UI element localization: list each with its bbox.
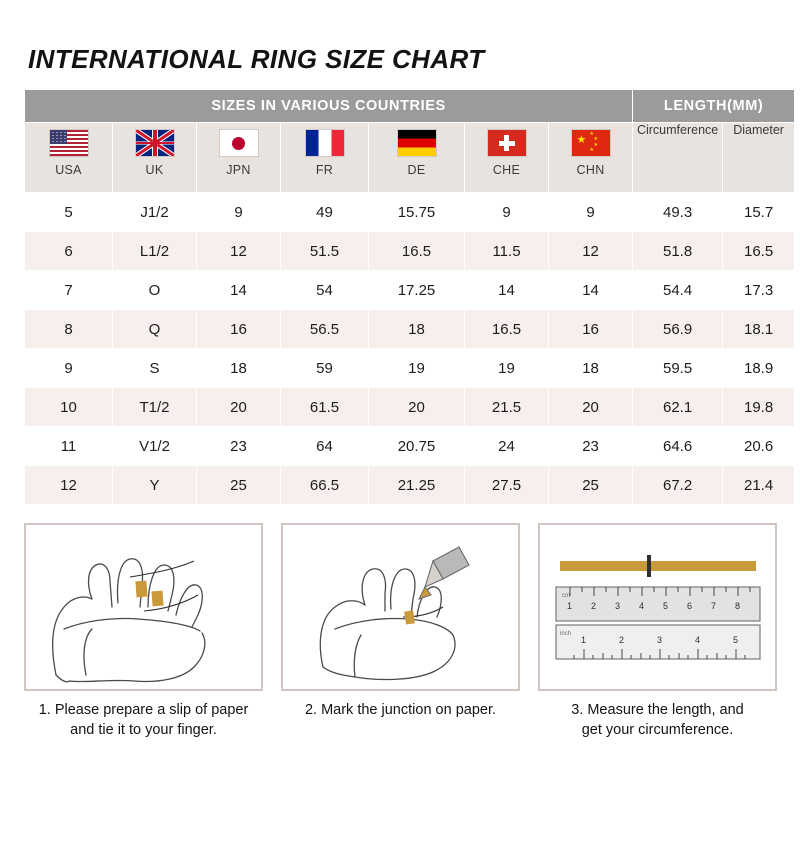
cell-diameter: 18.1	[723, 310, 795, 349]
svg-text:4: 4	[639, 601, 645, 611]
cell-chn: 25	[549, 466, 633, 505]
column-header-diameter: Diameter	[723, 123, 795, 193]
cell-diameter: 21.4	[723, 466, 795, 505]
column-header-fr	[281, 123, 369, 193]
cell-usa: 9	[25, 349, 113, 388]
cell-che: 11.5	[465, 232, 549, 271]
cell-jpn: 14	[197, 271, 281, 310]
cell-de: 19	[369, 349, 465, 388]
svg-text:4: 4	[695, 635, 701, 645]
table-row	[25, 349, 795, 388]
cell-diameter: 18.9	[723, 349, 795, 388]
step-2-frame	[281, 523, 520, 691]
step-3-caption-line2: get your circumference.	[581, 721, 734, 738]
cell-fr: 64	[281, 427, 369, 466]
flag-uk-icon	[135, 129, 175, 157]
step-2-caption-line1: 2. Mark the junction on paper.	[304, 702, 497, 718]
cell-circumference: 49.3	[633, 193, 723, 232]
hand-with-paper-strip-illustration	[26, 525, 261, 689]
cell-fr: 61.5	[281, 388, 369, 427]
column-header-chn	[549, 123, 633, 193]
cell-jpn: 18	[197, 349, 281, 388]
cell-circumference: 64.6	[633, 427, 723, 466]
cell-de: 20.75	[369, 427, 465, 466]
cell-de: 21.25	[369, 466, 465, 505]
step-3	[538, 523, 777, 740]
cell-diameter: 16.5	[723, 232, 795, 271]
cell-jpn: 20	[197, 388, 281, 427]
table-row	[25, 388, 795, 427]
measure-steps	[24, 523, 776, 740]
column-header-de	[369, 123, 465, 193]
cell-uk: S	[113, 349, 197, 388]
cell-usa: 12	[25, 466, 113, 505]
flag-china-icon: ★ ★ ★ ★ ★	[571, 129, 611, 157]
cell-che: 27.5	[465, 466, 549, 505]
cell-circumference: 56.9	[633, 310, 723, 349]
cell-jpn: 12	[197, 232, 281, 271]
cell-fr: 56.5	[281, 310, 369, 349]
column-header-uk	[113, 123, 197, 193]
ring-size-chart-page	[0, 44, 800, 844]
flag-japan-icon	[219, 129, 259, 157]
cell-circumference: 51.8	[633, 232, 723, 271]
svg-text:7: 7	[711, 601, 717, 611]
svg-text:6: 6	[687, 601, 693, 611]
cell-usa: 10	[25, 388, 113, 427]
cell-usa: 6	[25, 232, 113, 271]
svg-text:2: 2	[619, 635, 625, 645]
column-header-jpn	[197, 123, 281, 193]
step-1-caption-line1: 1. Please prepare a slip of paper	[38, 702, 249, 718]
svg-text:inch: inch	[560, 631, 572, 637]
column-code-fr: FR	[315, 163, 334, 177]
ring-size-table	[24, 89, 795, 505]
table-row	[25, 466, 795, 505]
page-title: INTERNATIONAL RING SIZE CHART	[28, 44, 485, 74]
cell-de: 18	[369, 310, 465, 349]
group-header-countries: SIZES IN VARIOUS COUNTRIES	[25, 90, 633, 123]
step-3-caption-line1: 3. Measure the length, and	[571, 702, 744, 718]
table-body	[25, 193, 795, 505]
flag-france-icon	[305, 129, 345, 157]
cell-usa: 5	[25, 193, 113, 232]
cell-circumference: 59.5	[633, 349, 723, 388]
cell-chn: 16	[549, 310, 633, 349]
cell-fr: 66.5	[281, 466, 369, 505]
cell-usa: 7	[25, 271, 113, 310]
cell-chn: 20	[549, 388, 633, 427]
cell-fr: 59	[281, 349, 369, 388]
cell-de: 15.75	[369, 193, 465, 232]
cell-uk: Y	[113, 466, 197, 505]
step-2	[281, 523, 520, 740]
cell-che: 19	[465, 349, 549, 388]
flag-header-row	[25, 123, 795, 193]
cell-chn: 12	[549, 232, 633, 271]
cell-chn: 9	[549, 193, 633, 232]
table-row	[25, 271, 795, 310]
step-1-frame	[24, 523, 263, 691]
cell-uk: V1/2	[113, 427, 197, 466]
column-code-de: DE	[407, 163, 426, 177]
cell-che: 24	[465, 427, 549, 466]
cell-usa: 8	[25, 310, 113, 349]
table-head	[25, 90, 795, 193]
cell-de: 20	[369, 388, 465, 427]
cell-uk: T1/2	[113, 388, 197, 427]
cell-che: 14	[465, 271, 549, 310]
step-1-caption-line2: and tie it to your finger.	[70, 721, 217, 738]
cell-chn: 23	[549, 427, 633, 466]
column-code-jpn: JPN	[226, 163, 251, 177]
svg-text:1: 1	[581, 635, 587, 645]
cell-che: 16.5	[465, 310, 549, 349]
cell-diameter: 19.8	[723, 388, 795, 427]
column-code-chn: CHN	[576, 163, 605, 177]
table-row	[25, 232, 795, 271]
step-3-caption	[538, 701, 777, 740]
flag-germany-icon	[397, 129, 437, 157]
column-code-che: CHE	[492, 163, 521, 177]
svg-text:5: 5	[733, 635, 739, 645]
cell-jpn: 9	[197, 193, 281, 232]
svg-text:1: 1	[567, 601, 573, 611]
cell-circumference: 67.2	[633, 466, 723, 505]
table-row	[25, 310, 795, 349]
step-3-frame	[538, 523, 777, 691]
cell-jpn: 16	[197, 310, 281, 349]
cell-chn: 18	[549, 349, 633, 388]
table-row	[25, 193, 795, 232]
column-code-usa: USA	[55, 163, 82, 177]
cell-uk: Q	[113, 310, 197, 349]
svg-text:2: 2	[591, 601, 597, 611]
table-row	[25, 427, 795, 466]
svg-text:3: 3	[615, 601, 621, 611]
cell-uk: L1/2	[113, 232, 197, 271]
step-1	[24, 523, 263, 740]
svg-text:cm: cm	[562, 593, 570, 599]
step-2-caption	[281, 701, 520, 721]
cell-usa: 11	[25, 427, 113, 466]
cell-fr: 51.5	[281, 232, 369, 271]
cell-jpn: 25	[197, 466, 281, 505]
step-1-caption	[24, 701, 263, 740]
hand-marking-paper-with-pen-illustration	[283, 525, 518, 689]
group-header-row	[25, 90, 795, 123]
ruler-measuring-paper-strip-illustration	[540, 525, 775, 689]
cell-fr: 49	[281, 193, 369, 232]
svg-text:5: 5	[663, 601, 669, 611]
flag-switzerland-icon	[487, 129, 527, 157]
cell-uk: O	[113, 271, 197, 310]
cell-circumference: 62.1	[633, 388, 723, 427]
flag-usa-icon	[49, 129, 89, 157]
svg-text:3: 3	[657, 635, 663, 645]
cell-che: 9	[465, 193, 549, 232]
cell-fr: 54	[281, 271, 369, 310]
svg-text:8: 8	[735, 601, 741, 611]
cell-de: 17.25	[369, 271, 465, 310]
cell-circumference: 54.4	[633, 271, 723, 310]
cell-de: 16.5	[369, 232, 465, 271]
column-header-circumference: Circumference	[633, 123, 723, 193]
column-header-usa	[25, 123, 113, 193]
column-code-uk: UK	[145, 163, 164, 177]
cell-diameter: 15.7	[723, 193, 795, 232]
cell-diameter: 17.3	[723, 271, 795, 310]
cell-uk: J1/2	[113, 193, 197, 232]
cell-chn: 14	[549, 271, 633, 310]
cell-diameter: 20.6	[723, 427, 795, 466]
group-header-length: LENGTH(MM)	[633, 90, 795, 123]
column-header-che	[465, 123, 549, 193]
cell-che: 21.5	[465, 388, 549, 427]
cell-jpn: 23	[197, 427, 281, 466]
